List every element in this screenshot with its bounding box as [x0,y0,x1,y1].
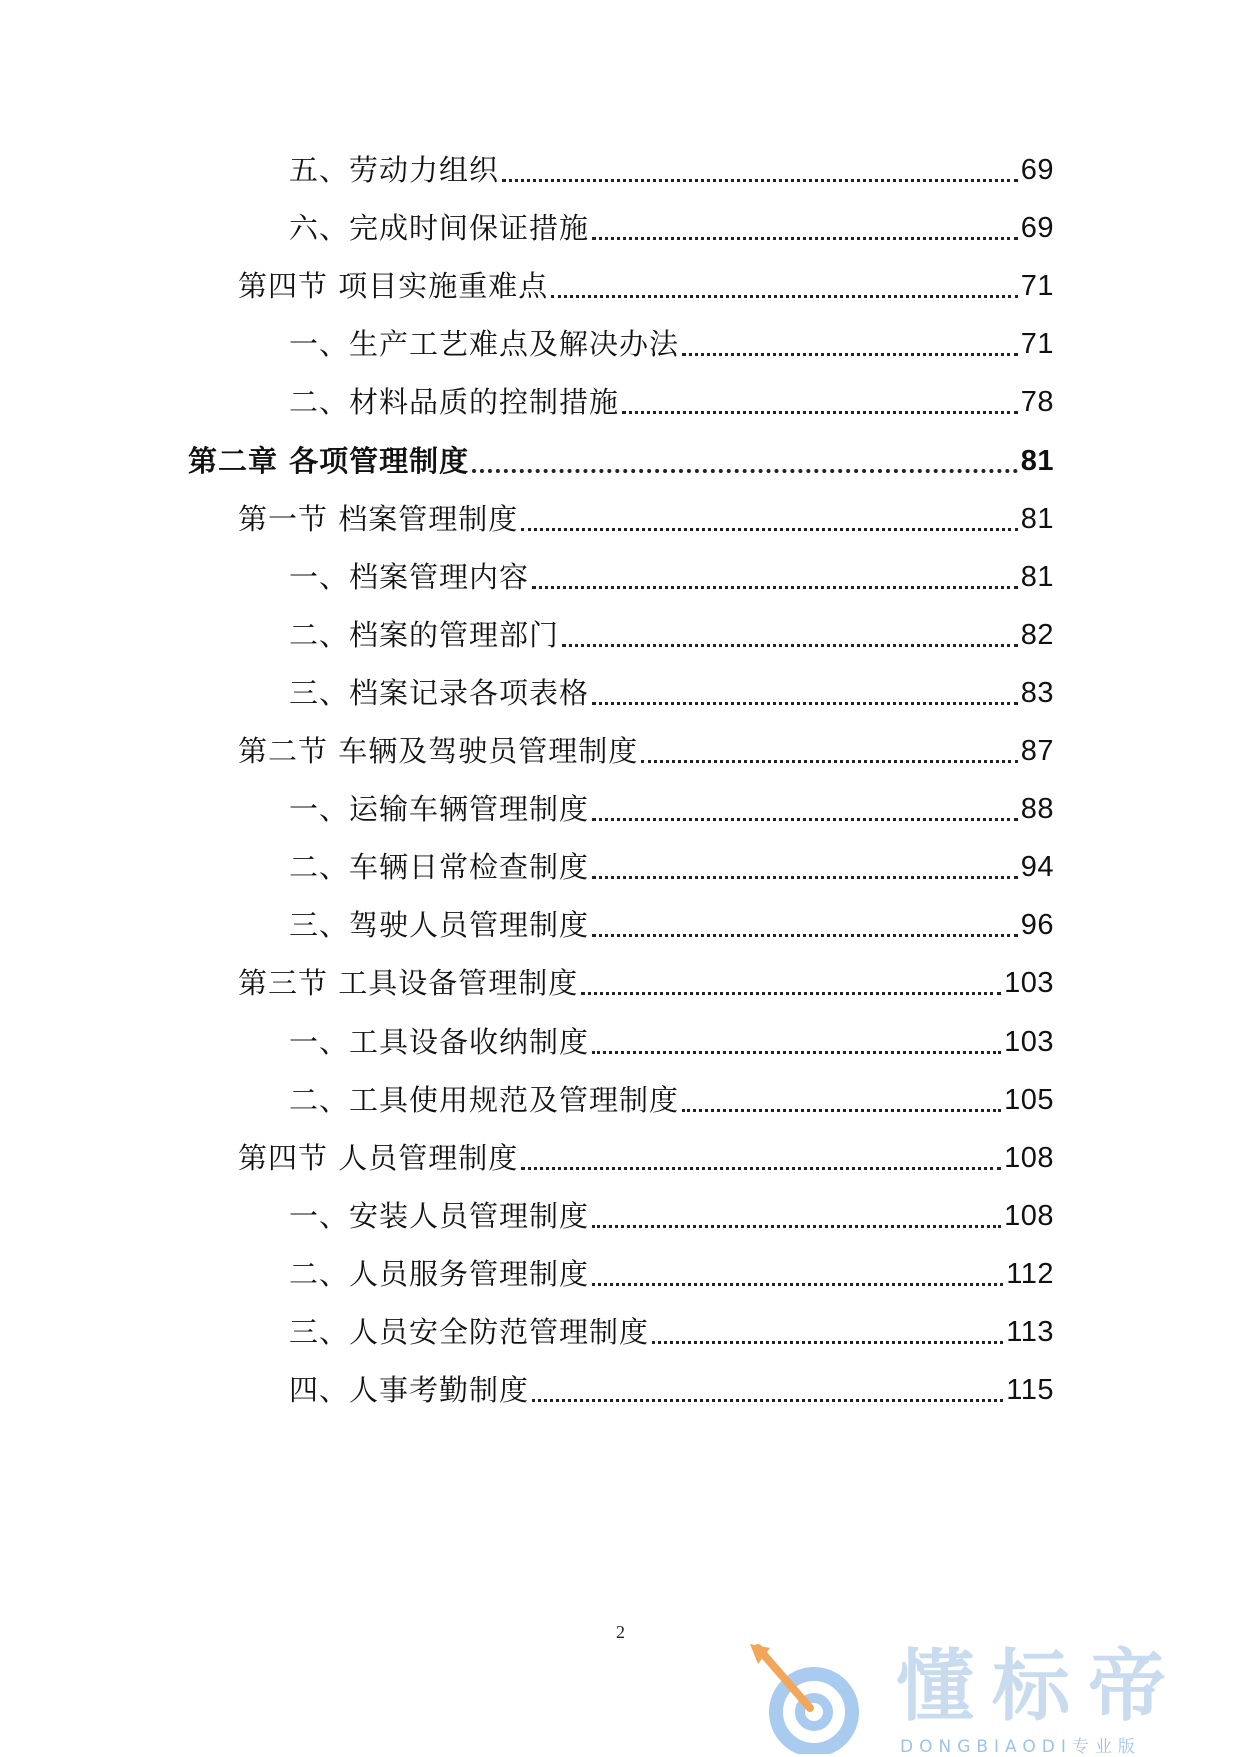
toc-dot-leader [532,586,1018,589]
toc-entry-page: 96 [1020,909,1054,942]
toc-entry-title: 一、安装人员管理制度 [289,1198,590,1233]
toc-entry-page: 112 [1006,1257,1054,1290]
page-number: 2 [616,1622,625,1642]
toc-entry[interactable] [238,961,1054,1005]
target-logo-icon [744,1638,864,1754]
toc-entry-title: 一、工具设备收纳制度 [289,1024,590,1059]
toc-entry-page: 81 [1020,502,1054,535]
toc-dot-leader [592,818,1018,821]
toc-dot-leader [592,237,1018,240]
toc-dot-leader [521,1167,1001,1170]
toc-dot-leader [472,469,1018,473]
watermark-brand: 懂标帝 [896,1642,1185,1732]
toc-entry[interactable] [289,903,1054,947]
toc-entry-page: 82 [1020,618,1054,651]
toc-entry-title: 五、劳动力组织 [289,153,500,187]
toc-entry-title: 第三节 工具设备管理制度 [238,966,579,1001]
toc-entry-title: 第一节 档案管理制度 [238,501,519,536]
toc-dot-leader [562,644,1018,647]
toc-entry-title: 三、人员安全防范管理制度 [289,1315,650,1349]
toc-dot-leader [592,1283,1003,1286]
toc-dot-leader [682,1109,1001,1112]
toc-dot-leader [641,760,1018,763]
toc-entry[interactable] [289,613,1054,657]
toc-entry[interactable] [238,1136,1054,1180]
toc-dot-leader [521,528,1018,531]
toc-entry-page: 71 [1020,270,1054,303]
toc-entry-title: 二、人员服务管理制度 [289,1256,590,1291]
toc-dot-leader [532,1399,1003,1402]
toc-entry-title: 三、档案记录各项表格 [289,675,590,710]
toc-entry[interactable] [289,206,1054,250]
toc-entry-page: 103 [1004,1025,1054,1058]
toc-entry-page: 81 [1020,560,1054,593]
toc-entry-page: 71 [1020,328,1054,361]
toc-entry-title: 二、材料品质的控制措施 [289,385,620,420]
toc-entry[interactable] [289,671,1054,715]
toc-entry[interactable] [289,148,1054,192]
toc-entry-title: 第二章 各项管理制度 [188,443,470,478]
toc-dot-leader [581,992,1001,995]
toc-dot-leader [592,876,1018,879]
toc-entry[interactable] [289,380,1054,424]
toc-entry-page: 103 [1004,967,1054,1000]
toc-dot-leader [592,934,1018,937]
toc-entry-title: 三、驾驶人员管理制度 [289,908,590,943]
toc-entry-page: 94 [1020,851,1054,884]
toc-entry-title: 一、档案管理内容 [289,559,530,594]
toc-entry-title: 第四节 项目实施重难点 [238,269,549,304]
toc-entry-page: 78 [1020,386,1054,419]
toc-entry-title: 四、人事考勤制度 [289,1373,530,1408]
toc-entry[interactable] [289,555,1054,599]
toc-entry[interactable] [289,1078,1054,1122]
toc-entry[interactable] [289,1252,1054,1296]
toc-entry-title: 二、工具使用规范及管理制度 [289,1082,680,1117]
toc-dot-leader [551,295,1018,298]
toc-entry-title: 第二节 车辆及驾驶员管理制度 [238,734,639,768]
toc-entry[interactable] [238,264,1054,308]
toc-entry-page: 108 [1004,1199,1054,1232]
toc-entry-page: 81 [1020,444,1054,477]
toc-entry-page: 113 [1006,1316,1054,1348]
toc-dot-leader [592,1225,1001,1228]
toc-entry[interactable] [289,1020,1054,1064]
toc-entry[interactable] [238,497,1054,541]
toc-entry-page: 115 [1006,1374,1054,1407]
toc-entry[interactable] [289,787,1054,831]
toc-entry-page: 108 [1004,1141,1054,1174]
toc-entry[interactable] [289,1310,1054,1354]
toc-entry-page: 69 [1020,212,1054,245]
toc-dot-leader [682,353,1018,356]
toc-entry[interactable] [238,729,1054,773]
toc-dot-leader [502,179,1018,182]
toc-entry-title: 一、运输车辆管理制度 [289,792,590,827]
toc-entry[interactable] [289,1194,1054,1238]
toc-entry[interactable] [289,1368,1054,1412]
toc-dot-leader [592,702,1018,705]
toc-entry[interactable] [188,439,1054,483]
toc-dot-leader [622,411,1018,414]
toc-entry-page: 83 [1020,676,1054,709]
toc-entry-page: 88 [1020,793,1054,826]
toc-entry-page: 87 [1020,735,1054,767]
watermark [744,1638,1214,1757]
toc-entry-page: 105 [1004,1083,1054,1116]
toc-dot-leader [652,1341,1003,1344]
toc-entry-title: 第四节 人员管理制度 [238,1140,519,1175]
toc-entry[interactable] [289,845,1054,889]
toc-entry-title: 六、完成时间保证措施 [289,211,590,246]
toc-dot-leader [592,1051,1001,1054]
toc-entry-title: 一、生产工艺难点及解决办法 [289,327,680,362]
toc-entry-page: 69 [1020,154,1054,186]
toc-entry-title: 二、车辆日常检查制度 [289,850,590,885]
toc-entry-title: 二、档案的管理部门 [289,617,560,652]
watermark-subtitle: DONGBIAODI专业版 [900,1737,1141,1757]
toc-entry[interactable] [289,322,1054,366]
